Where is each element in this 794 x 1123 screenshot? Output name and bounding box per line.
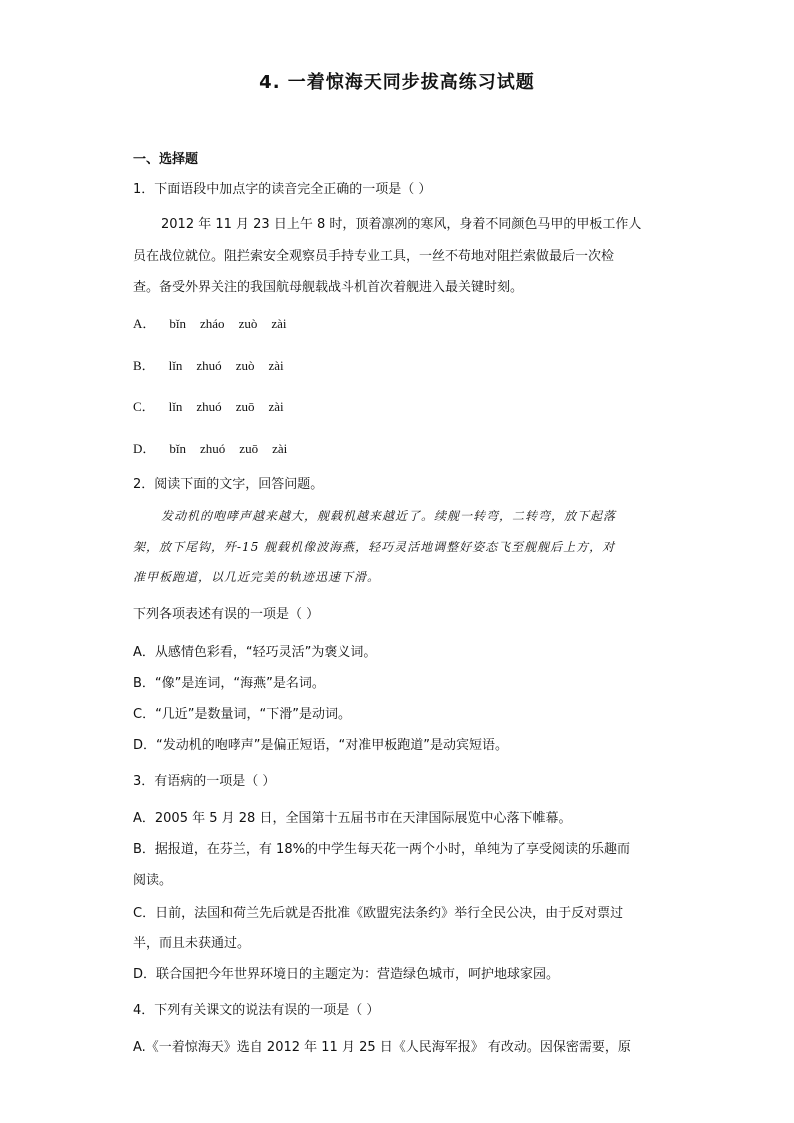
q1-stem: 1．下面语段中加点字的读音完全正确的一项是（ ） (133, 182, 432, 197)
pinyin: bǐn (169, 441, 187, 456)
q3-option-d: D．联合国把今年世界环境日的主题定为：营造绿色城市，呵护地球家园。 (133, 967, 560, 982)
q2-option-d: D．“发动机的咆哮声”是偏正短语，“对准甲板跑道”是动宾短语。 (133, 738, 508, 753)
q2-option-c: C．“几近”是数量词，“下滑”是动词。 (133, 707, 352, 722)
q1-option-c (133, 396, 284, 415)
pinyin: zháo (200, 316, 225, 331)
pinyin: zài (268, 358, 284, 373)
pinyin: zhuó (196, 399, 222, 414)
q1-option-d (133, 438, 287, 457)
page-title: 4. 一着惊海天同步拔高练习试题 (259, 72, 535, 93)
pinyin: bǐn (169, 316, 187, 331)
pinyin: zuò (238, 316, 258, 331)
q2-option-a: A．从感情色彩看，“轻巧灵活”为褒义词。 (133, 645, 377, 660)
pinyin: lǐn (168, 399, 183, 414)
pinyin: zuò (235, 358, 255, 373)
q2-sub-question: 下列各项表述有误的一项是（ ） (133, 607, 320, 622)
q3-option-b-cont: 阅读。 (133, 873, 173, 888)
q3-option-a: A．2005 年 5 月 28 日，全国第十五届书市在天津国际展览中心落下帷幕。 (133, 811, 572, 826)
q3-option-c: C．日前，法国和荷兰先后就是否批准《欧盟宪法条约》举行全民公决，由于反对票过 (133, 906, 624, 921)
q1-passage-line: 查。备受外界关注的我国航母舰载战斗机首次着舰进入最关键时刻。 (133, 280, 524, 295)
pinyin: zuō (239, 441, 259, 456)
q1-option-a (133, 313, 287, 332)
pinyin: zài (272, 441, 288, 456)
q4-stem: 4．下列有关课文的说法有误的一项是（ ） (133, 1003, 380, 1018)
q3-stem: 3．有语病的一项是（ ） (133, 774, 276, 789)
option-label: D． (133, 441, 156, 456)
option-label: B． (133, 358, 155, 373)
q1-passage-line: 2012 年 11 月 23 日上午 8 时，顶着凛冽的寒风，身着不同颜色马甲的甲板工作人 (161, 217, 642, 232)
q3-option-c-cont: 半，而且未获通过。 (133, 936, 251, 951)
pinyin: lǐn (168, 358, 183, 373)
option-label: C． (133, 399, 155, 414)
q1-passage-line: 员在战位就位。阻拦索安全观察员手持专业工具，一丝不苟地对阻拦索做最后一次检 (133, 249, 615, 264)
q3-option-b: B．据报道，在芬兰，有 18%的中学生每天花一两个小时，单纯为了享受阅读的乐趣而 (133, 842, 630, 857)
q2-passage-line: 发动机的咆哮声越来越大，舰载机越来越近了。续舰一转弯，二转弯，放下起落 (161, 509, 617, 523)
q2-passage-line: 架，放下尾钩，歼-15 舰载机像波海燕，轻巧灵活地调整好姿态飞至舰舰后上方，对 (133, 540, 616, 554)
q2-stem: 2．阅读下面的文字，回答问题。 (133, 477, 324, 492)
pinyin: zhuó (200, 441, 226, 456)
q1-option-b (133, 355, 284, 374)
q4-option-a: A.《一着惊海天》选自 2012 年 11 月 25 日《人民海军报》 有改动。因保密需要，原 (133, 1040, 631, 1055)
section-heading: 一、选择题 (133, 152, 199, 167)
q2-passage-line: 准甲板跑道，以几近完美的轨迹迅速下滑。 (133, 570, 381, 584)
pinyin: zuō (235, 399, 255, 414)
pinyin: zài (271, 316, 287, 331)
pinyin: zhuó (196, 358, 222, 373)
pinyin: zài (268, 399, 284, 414)
option-label: A． (133, 316, 156, 331)
q2-option-b: B．“像”是连词，“海燕”是名词。 (133, 676, 325, 691)
